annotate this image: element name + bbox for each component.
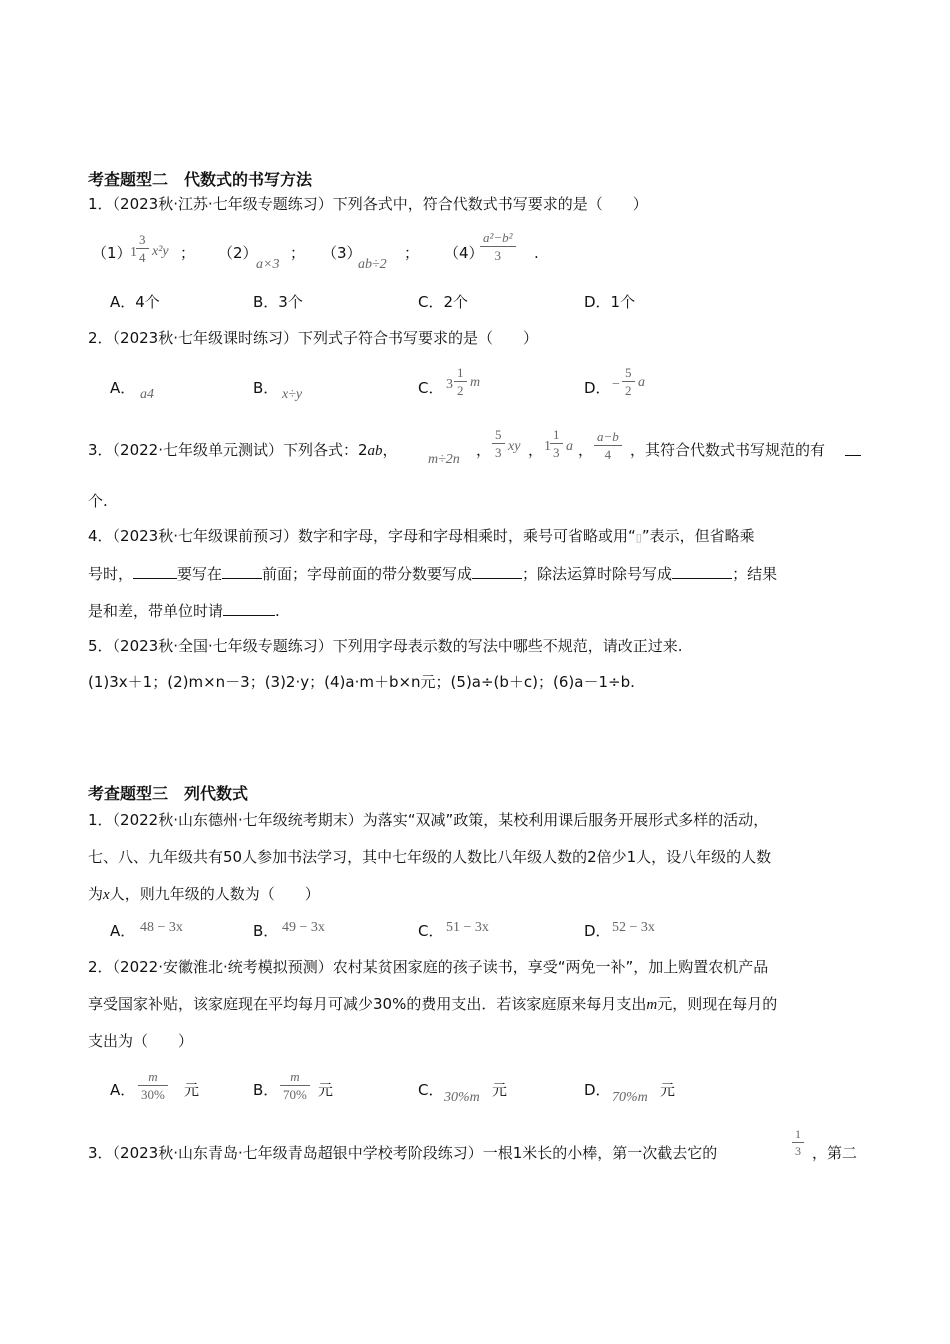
s3-q2-a-unit: 元 — [184, 1081, 200, 1099]
s2-q1-e3: ab÷2 — [358, 257, 387, 272]
s2-q2-stem: 2．（2023秋·七年级课时练习）下列式子符合书写要求的是（ ） — [88, 329, 538, 347]
s2-q2-d-sign: − — [612, 377, 620, 392]
s2-q3-e5-num: a−b — [594, 430, 622, 446]
s2-q4-blank-1[interactable] — [133, 566, 177, 579]
s3-q2-b-fraction — [280, 1070, 310, 1101]
s3-q2-b-den: 70% — [283, 1087, 307, 1102]
s3-q1-c-expr: 51 − 3x — [446, 920, 489, 935]
s3-q1-b-expr: 49 − 3x — [282, 920, 325, 935]
s2-q3-e2: m÷2n — [428, 452, 460, 467]
s2-q2-b-label: B． — [253, 379, 279, 397]
s3-q1-line2: 七、八、九年级共有50人参加书法学习，其中七年级的人数比八年级人数的2倍少1人，设八年级的人数 — [88, 848, 772, 866]
s2-q4-blank-5[interactable] — [223, 603, 275, 616]
s3-q2-line1: 2．（2022·安徽淮北·统考模拟预测）农村某贫困家庭的孩子读书，享受“两免一补”，加上购置农机产品 — [88, 958, 769, 976]
s3-q2-d-unit: 元 — [660, 1081, 676, 1099]
s3-q1-line1: 1．（2022秋·山东德州·七年级统考期末）为落实“双减”政策，某校利用课后服务开展形式多样的活动， — [88, 811, 769, 829]
s2-q2-a-expr: a4 — [140, 387, 154, 402]
s3-q2-a-label: A． — [110, 1081, 136, 1099]
s2-q2-c-tail: m — [470, 375, 481, 390]
s2-q1-e4-punct: . — [534, 244, 539, 262]
s3-q2-var: m — [646, 997, 658, 1013]
s2-q2-a-label: A． — [110, 379, 136, 397]
s2-q4-blank-4[interactable] — [672, 566, 732, 579]
s2-q3-e4-whole: 1 — [544, 439, 551, 454]
s3-q1-d-label: D． — [584, 922, 611, 940]
s3-q3-den: 3 — [795, 1144, 801, 1158]
s3-q1-c-label: C． — [418, 922, 444, 940]
s2-q2-c-den: 2 — [457, 383, 464, 398]
s3-q2-d-label: D． — [584, 1081, 611, 1099]
s2-q1-e4-num: a²−b² — [480, 231, 516, 247]
s3-q3-fraction — [792, 1128, 804, 1157]
s2-q3-e5-fraction — [594, 430, 622, 461]
s2-q3-comma-4: ， — [578, 441, 594, 459]
s3-q2-b-unit: 元 — [318, 1081, 334, 1099]
s2-q1-e1-punct: ； — [180, 244, 196, 262]
s3-q3-tail: ，第二 — [812, 1144, 858, 1162]
s2-q1-e2-label: （2） — [218, 244, 258, 262]
s2-q3-e3-num: 5 — [492, 428, 505, 444]
s2-q1-option-d[interactable]: D．1个 — [584, 293, 636, 311]
s3-q2-line2: 享受国家补贴，该家庭现在平均每月可减少30%的费用支出．若该家庭原来每月支出m元，则现在每月的 — [88, 995, 778, 1013]
s3-q1-var: x — [103, 887, 110, 903]
s3-q2-c-expr: 30%m — [444, 1090, 480, 1105]
s2-q3-lead-var: ab — [367, 443, 383, 459]
s2-q2-d-den: 2 — [625, 383, 632, 398]
s2-q3-lead: 3．（2022·七年级单元测试）下列各式：2ab， — [88, 441, 398, 459]
s2-q3-e4-tail: a — [566, 439, 573, 454]
s2-q1-option-c[interactable]: C．2个 — [418, 293, 469, 311]
s2-q3-end: 个. — [88, 492, 108, 510]
s2-q2-c-fraction — [454, 366, 467, 397]
s2-q3-e3-tail: xy — [508, 439, 521, 454]
s2-q1-e1-label: （1） — [92, 244, 132, 262]
s3-q2-c-label: C． — [418, 1081, 444, 1099]
s2-q4-line1: 4．（2023秋·七年级课前预习）数字和字母，字母和字母相乘时，乘号可省略或用“▯”表示，但省略乘 — [88, 527, 755, 545]
s2-q2-b-expr: x÷y — [282, 387, 303, 402]
s3-q1-b-label: B． — [253, 922, 279, 940]
s2-q3-e3-den: 3 — [495, 445, 502, 460]
s2-q4-line3: 是和差，带单位时请 . — [88, 602, 280, 620]
s2-q1-e4-den: 3 — [494, 248, 502, 263]
s2-q1-e1-fraction — [136, 233, 149, 264]
s3-q2-line3: 支出为（ ） — [88, 1032, 194, 1050]
s3-q1-a-expr: 48 − 3x — [140, 920, 183, 935]
s2-q4-blank-3[interactable] — [472, 566, 522, 579]
s2-q3-e4-den: 3 — [553, 445, 560, 460]
s2-q2-c-whole: 3 — [446, 377, 453, 392]
s2-q1-e3-punct: ； — [404, 244, 420, 262]
s2-q1-option-a[interactable]: A．4个 — [110, 293, 160, 311]
s2-q1-e2: a×3 — [256, 257, 280, 272]
s2-q1-e4-fraction — [480, 231, 516, 262]
s2-q3-answer-blank[interactable] — [845, 443, 861, 456]
s2-q2-c-label: C． — [418, 379, 444, 397]
s2-q3-e4-fraction — [550, 428, 563, 459]
section-2-title: 考查题型二 代数式的书写方法 — [88, 170, 313, 189]
s3-q2-a-num: m — [138, 1070, 168, 1086]
s2-q1-e4-label: （4） — [444, 244, 484, 262]
s2-q3-e3-fraction — [492, 428, 505, 459]
s2-q5-stem: 5．（2023秋·全国·七年级专题练习）下列用字母表示数的写法中哪些不规范，请改正过来. — [88, 637, 683, 655]
s2-q4-blank-2[interactable] — [222, 566, 262, 579]
s2-q3-comma-2: ， — [476, 441, 492, 459]
s2-q4-symbol: ▯ — [635, 531, 642, 544]
s3-q2-d-expr: 70%m — [612, 1090, 648, 1105]
s3-q3-text: 3．（2023秋·山东青岛·七年级青岛超银中学校考阶段练习）一根1米长的小棒，第一次截去它的 — [88, 1144, 718, 1162]
s2-q1-stem: 1．（2023秋·江苏·七年级专题练习）下列各式中，符合代数式书写要求的是（ ） — [88, 195, 648, 213]
s2-q1-e1-num: 3 — [136, 233, 149, 249]
s3-q1-a-label: A． — [110, 922, 136, 940]
s2-q1-e2-punct: ； — [290, 244, 306, 262]
s3-q2-a-den: 30% — [141, 1087, 165, 1102]
s2-q1-e1-tail: x²y — [152, 244, 169, 259]
s2-q4-line2: 号时， 要写在 前面；字母前面的带分数要写成 ；除法运算时除号写成 ；结果 — [88, 565, 778, 583]
s2-q1-option-b[interactable]: B．3个 — [253, 293, 303, 311]
s2-q2-d-label: D． — [584, 379, 611, 397]
s2-q1-e1-whole: 1 — [130, 245, 137, 260]
s3-q1-d-expr: 52 − 3x — [612, 920, 655, 935]
s2-q3-e4-num: 1 — [550, 428, 563, 444]
s2-q3-e5-den: 4 — [604, 447, 612, 462]
s2-q5-items: (1)3x＋1；(2)m×n－3；(3)2·y；(4)a·m＋b×n元；(5)a÷(b＋c)；(6)a－1÷b. — [88, 673, 635, 691]
s2-q1-e3-label: （3） — [322, 244, 362, 262]
s3-q1-line3: 为x人，则九年级的人数为（ ） — [88, 885, 320, 903]
s3-q2-b-num: m — [280, 1070, 310, 1086]
s3-q3-num: 1 — [792, 1128, 804, 1143]
s3-q2-a-fraction — [138, 1070, 168, 1101]
s3-q2-c-unit: 元 — [492, 1081, 508, 1099]
section-3-title: 考查题型三 列代数式 — [88, 784, 249, 803]
s2-q1-e1-den: 4 — [139, 250, 146, 265]
s2-q2-d-tail: a — [638, 375, 645, 390]
s2-q3-comma-3: ， — [528, 441, 544, 459]
s2-q2-d-fraction — [622, 366, 635, 397]
s3-q2-b-label: B． — [253, 1081, 279, 1099]
s2-q2-c-num: 1 — [454, 366, 467, 382]
s2-q2-d-num: 5 — [622, 366, 635, 382]
s2-q3-tail: ，其符合代数式书写规范的有 — [630, 441, 826, 459]
